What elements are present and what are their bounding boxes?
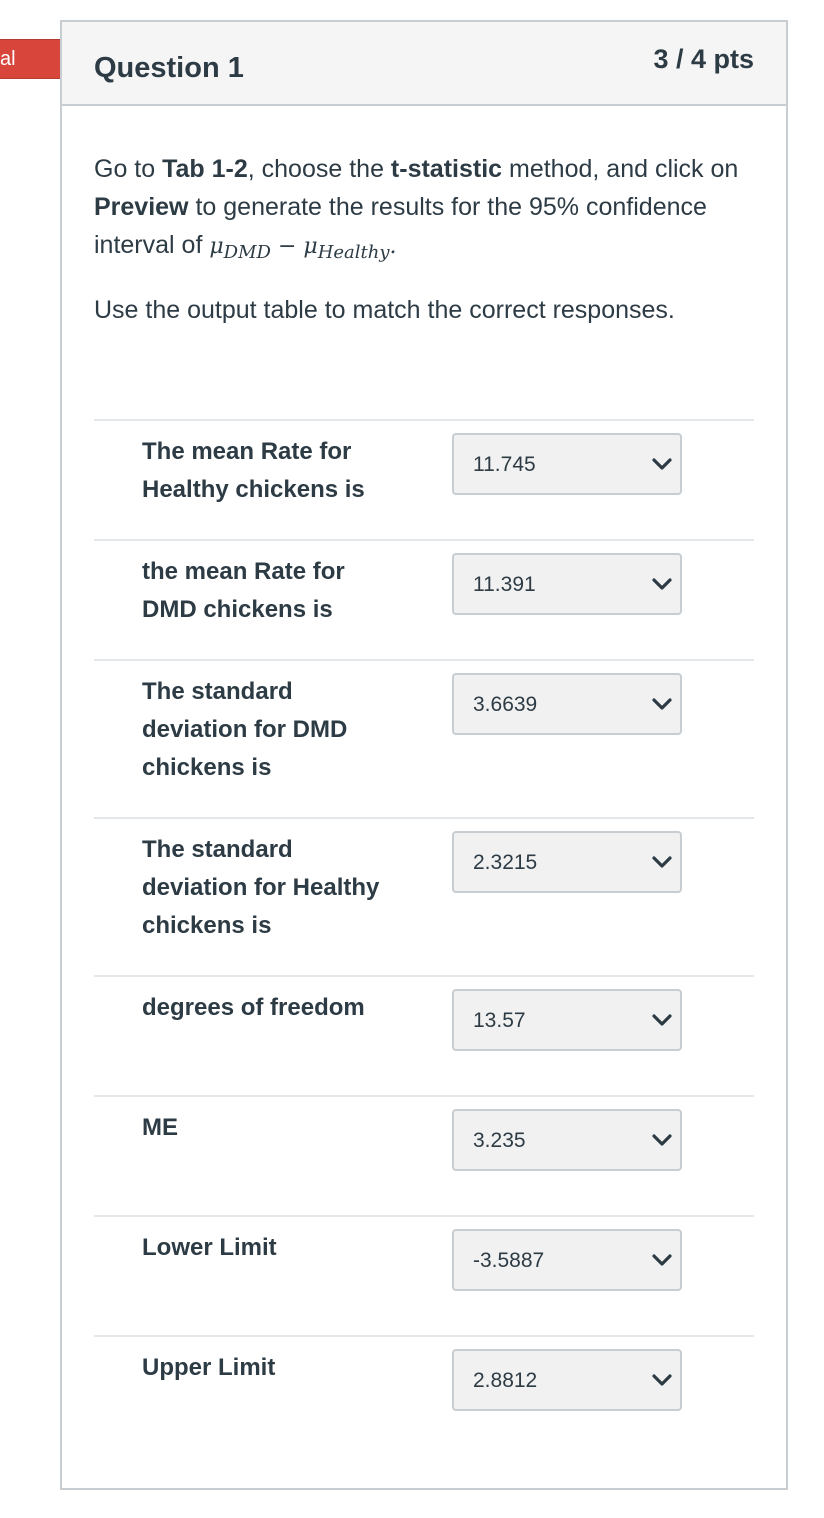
chevron-down-icon xyxy=(650,1368,674,1392)
match-row-healthy-standard-deviation xyxy=(94,817,754,975)
match-row-me xyxy=(94,1095,754,1215)
answer-select[interactable] xyxy=(452,673,682,735)
answer-select[interactable] xyxy=(452,553,682,615)
text-part-2: , choose the xyxy=(247,155,391,183)
match-label: Lower Limit xyxy=(142,1234,277,1261)
chevron-down-icon xyxy=(650,1128,674,1152)
selected-answer: 11.745 xyxy=(473,453,536,476)
question-points: 3 / 4 pts xyxy=(653,44,754,74)
answer-select[interactable] xyxy=(452,433,682,495)
answer-select[interactable] xyxy=(452,1349,682,1411)
match-row-dmd-mean xyxy=(94,539,754,659)
method-name: t-statistic xyxy=(390,155,503,183)
formula-period: . xyxy=(389,234,397,259)
answer-select[interactable] xyxy=(452,1109,682,1171)
healthy-subscript: Healthy xyxy=(317,242,390,263)
chevron-down-icon xyxy=(650,1248,674,1272)
match-row-lower-limit xyxy=(94,1215,754,1335)
minus-sign: − xyxy=(270,234,304,259)
dmd-subscript: DMD xyxy=(223,242,271,263)
match-label: degrees of freedom xyxy=(142,994,365,1021)
selected-answer: 3.235 xyxy=(473,1129,526,1152)
chevron-down-icon xyxy=(650,452,674,476)
answer-select[interactable] xyxy=(452,989,682,1051)
preview-button-label: Preview xyxy=(94,193,189,221)
match-row-dmd-standard-deviation xyxy=(94,659,754,817)
chevron-down-icon xyxy=(650,1008,674,1032)
answer-select[interactable] xyxy=(452,831,682,893)
question-paragraph xyxy=(94,150,759,272)
text-part-1: Go to xyxy=(94,155,163,183)
selected-answer: 13.57 xyxy=(473,1009,526,1032)
selected-answer: 3.6639 xyxy=(473,693,538,716)
match-label: ME xyxy=(142,1114,178,1141)
match-row-upper-limit xyxy=(94,1335,754,1455)
selected-answer: 2.8812 xyxy=(473,1369,538,1392)
chevron-down-icon xyxy=(650,692,674,716)
mu-healthy: μ xyxy=(303,234,318,259)
difference-formula xyxy=(209,234,397,263)
match-label: The standard deviation for DMD chickens is xyxy=(142,678,348,781)
match-label: The standard deviation for Healthy chickens is xyxy=(142,836,380,939)
question-title: Question 1 xyxy=(94,52,244,84)
selected-answer: -3.5887 xyxy=(473,1249,545,1272)
match-row-healthy-mean xyxy=(94,419,754,539)
tab-name: Tab 1-2 xyxy=(162,155,248,183)
question-card xyxy=(60,20,788,1490)
ribbon-label: al xyxy=(0,48,16,70)
match-label: the mean Rate for DMD chickens is xyxy=(142,558,345,623)
selected-answer: 11.391 xyxy=(473,573,536,596)
text-part-4: to generate the results for the 95% confidence interval of xyxy=(94,193,707,259)
mu-dmd: μ xyxy=(209,234,224,259)
match-label: The mean Rate for Healthy chickens is xyxy=(142,438,365,503)
chevron-down-icon xyxy=(650,850,674,874)
text-part-3: method, and click on xyxy=(502,155,739,183)
chevron-down-icon xyxy=(650,572,674,596)
answer-select[interactable] xyxy=(452,1229,682,1291)
match-label: Upper Limit xyxy=(142,1354,276,1381)
question-text xyxy=(94,150,759,329)
question-header xyxy=(62,22,786,106)
match-row-degrees-of-freedom xyxy=(94,975,754,1095)
instruction-text: Use the output table to match the correct responses. xyxy=(94,296,675,324)
selected-answer: 2.3215 xyxy=(473,851,538,874)
